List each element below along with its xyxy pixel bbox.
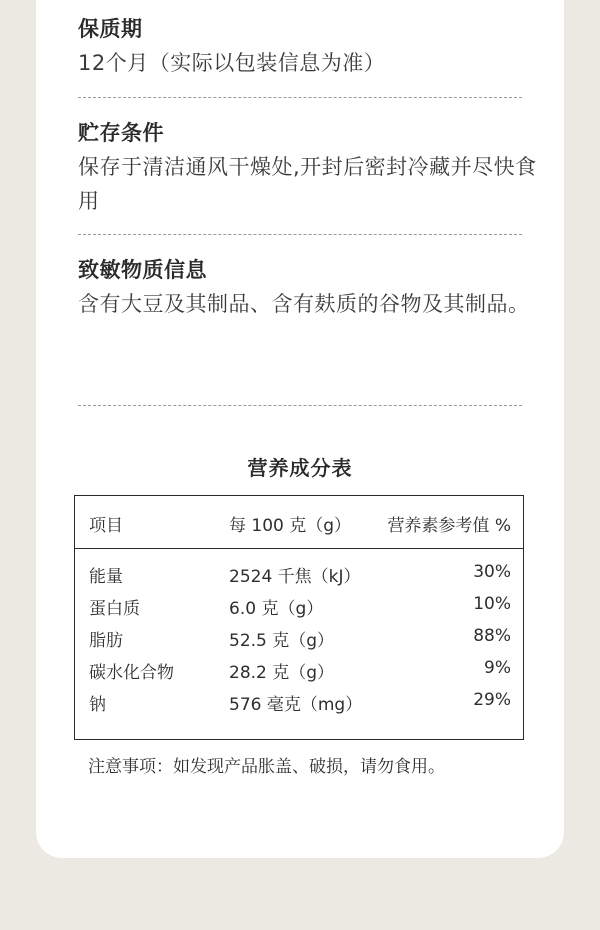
row-per-100g: 576 毫克（mg） [229, 695, 363, 715]
row-item: 碳水化合物 [89, 663, 174, 683]
row-nrv: 10% [473, 594, 511, 614]
divider [78, 234, 522, 235]
row-per-100g: 28.2 克（g） [229, 663, 335, 683]
storage-title: 贮存条件 [78, 121, 164, 145]
table-row [75, 594, 523, 626]
caution-note: 注意事项：如发现产品胀盖、破损，请勿食用。 [88, 757, 445, 777]
row-nrv: 9% [484, 658, 511, 678]
row-nrv: 88% [473, 626, 511, 646]
row-item: 能量 [89, 567, 123, 587]
nutrition-table-header [75, 496, 523, 549]
header-per-100g: 每 100 克（g） [229, 516, 352, 536]
shelf-life-section [78, 14, 538, 80]
row-item: 蛋白质 [89, 599, 140, 619]
table-row [75, 690, 523, 722]
nutrition-table [74, 495, 524, 740]
row-per-100g: 2524 千焦（kJ） [229, 567, 361, 587]
row-item: 钠 [89, 695, 106, 715]
table-row [75, 626, 523, 658]
shelf-life-body: 12个月（实际以包装信息为准） [78, 51, 386, 75]
table-row [75, 658, 523, 690]
header-nrv: 营养素参考值 % [387, 516, 511, 536]
row-per-100g: 52.5 克（g） [229, 631, 335, 651]
table-row [75, 562, 523, 594]
shelf-life-title: 保质期 [78, 17, 143, 41]
storage-section [78, 118, 538, 218]
row-item: 脂肪 [89, 631, 123, 651]
header-item: 项目 [89, 516, 123, 536]
allergen-title: 致敏物质信息 [78, 258, 207, 282]
divider [78, 97, 522, 98]
divider [78, 405, 522, 406]
nutrition-title: 营养成分表 [247, 456, 353, 480]
row-per-100g: 6.0 克（g） [229, 599, 324, 619]
row-nrv: 29% [473, 690, 511, 710]
info-card [36, 0, 564, 858]
row-nrv: 30% [473, 562, 511, 582]
storage-body: 保存于清洁通风干燥处,开封后密封冷藏并尽快食用 [78, 155, 537, 213]
allergen-body: 含有大豆及其制品、含有麸质的谷物及其制品。 [78, 292, 530, 316]
allergen-section [78, 255, 538, 321]
